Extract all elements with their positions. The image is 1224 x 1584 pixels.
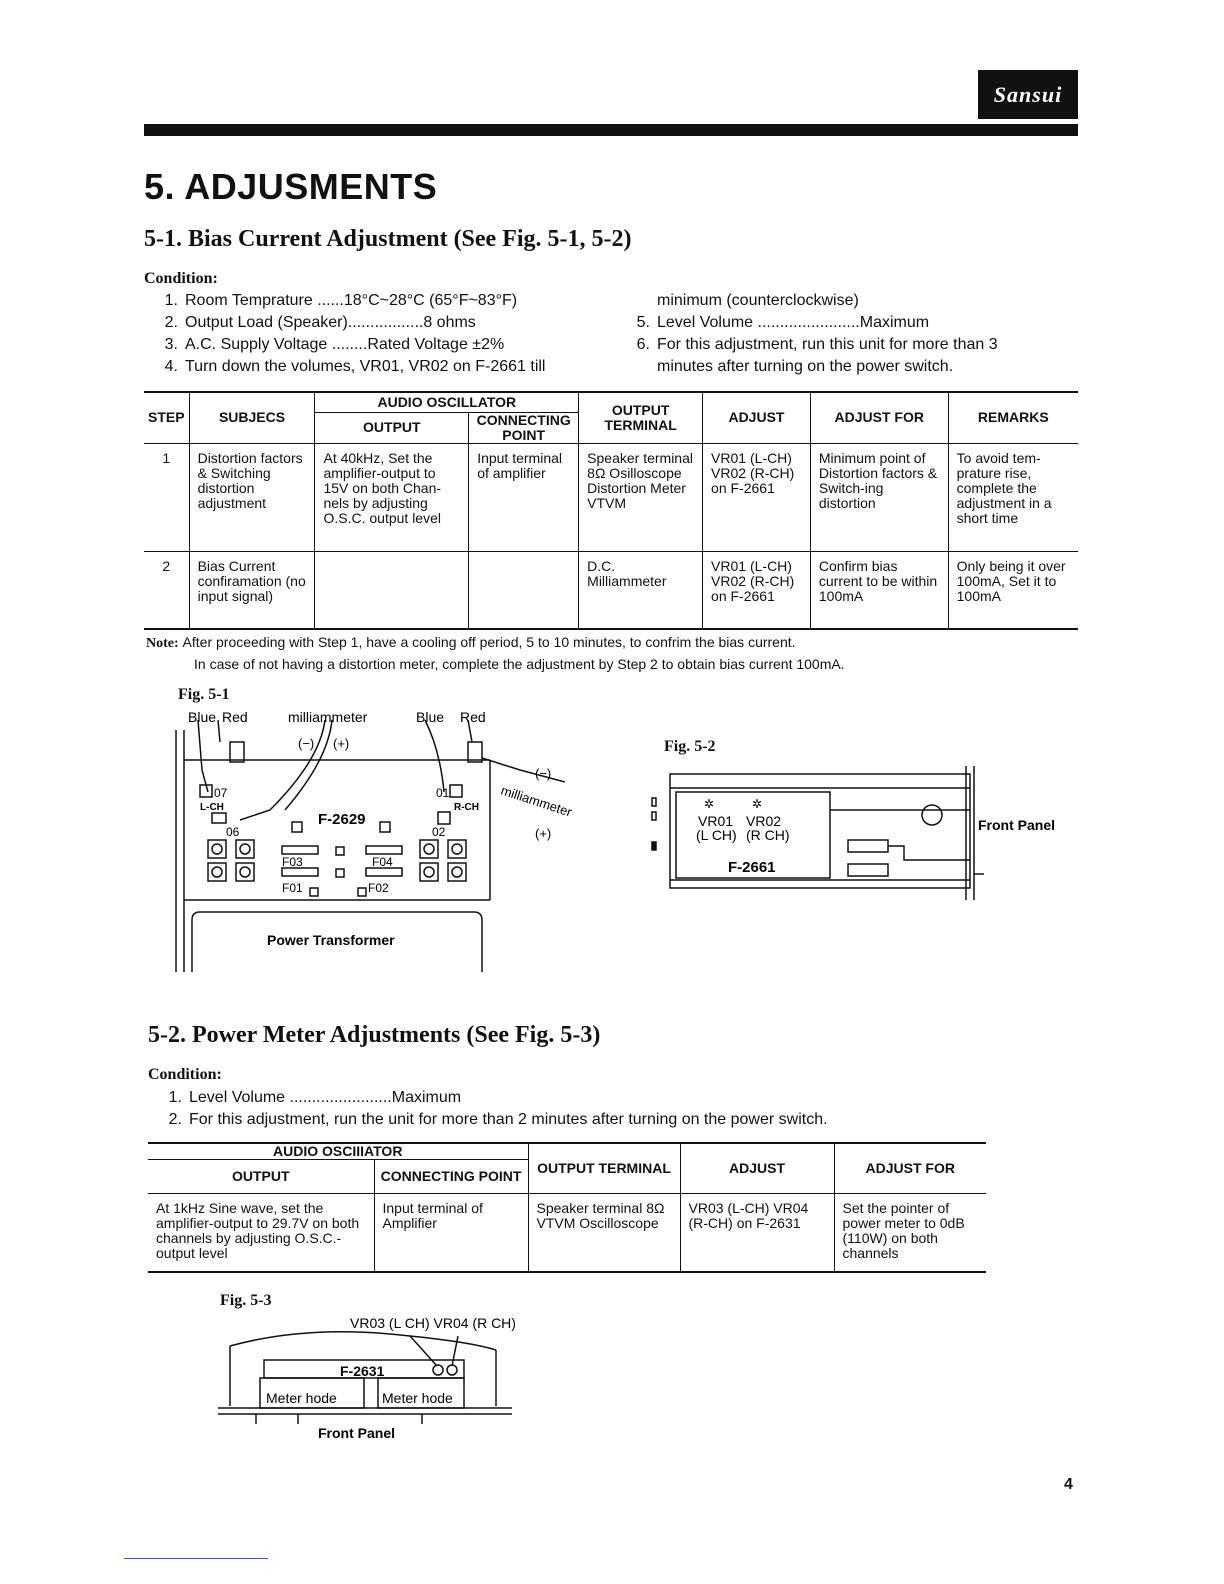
- fig1-blue-right: Blue: [416, 709, 445, 725]
- fig-5-3-label: Fig. 5-3: [220, 1292, 272, 1309]
- header-remarks: REMARKS: [948, 392, 1078, 443]
- header-audio-oscillator: AUDIO OSCILLATOR: [315, 392, 579, 412]
- fig-5-1-diagram: [170, 700, 670, 980]
- bias-adjustment-table: [144, 391, 1078, 630]
- header-adjust: ADJUST: [680, 1143, 834, 1194]
- header-adjust: ADJUST: [703, 392, 811, 443]
- fig1-power-transformer: Power Transformer: [267, 932, 395, 948]
- brand-logo: Sansui: [978, 70, 1078, 119]
- power-meter-table: [148, 1142, 986, 1273]
- header-output-terminal: OUTPUT TERMINAL: [528, 1143, 680, 1194]
- fig1-q02: 02: [432, 825, 446, 839]
- fig-5-3-diagram: [210, 1306, 530, 1446]
- fig2-rch: (R CH): [746, 827, 790, 843]
- fig1-f04: F04: [372, 855, 393, 869]
- conditions-left: [158, 290, 598, 378]
- header-adjust-for: ADJUST FOR: [834, 1143, 986, 1194]
- fig3-board: F-2631: [340, 1363, 385, 1379]
- fig1-f03: F03: [282, 855, 303, 869]
- fig2-lch: (L CH): [696, 827, 737, 843]
- fig1-minus-right: (−): [535, 766, 552, 781]
- fig3-meter-right: Meter hode: [382, 1390, 453, 1406]
- fig1-f02: F02: [368, 881, 389, 895]
- fig2-board: F-2661: [728, 859, 776, 876]
- fig1-blue-left: Blue: [188, 709, 217, 725]
- fig1-lch: L-CH: [200, 802, 224, 813]
- fig-5-2-diagram: [648, 760, 1078, 910]
- fig1-board: F-2629: [318, 811, 366, 828]
- fig1-milliammeter-right: milliammeter: [499, 782, 574, 820]
- header-step: STEP: [144, 392, 189, 443]
- fig1-q01: 01: [436, 786, 450, 800]
- page-number: 4: [1064, 1476, 1073, 1493]
- header-output-terminal: OUTPUT TERMINAL: [579, 392, 703, 443]
- svg-text:✲: ✲: [752, 797, 763, 811]
- fig1-plus-left: (+): [333, 736, 350, 751]
- note: Note: After proceeding with Step 1, have a cooling off period, 5 to 10 minutes, to confrim the bias current. In case of not having a distortion meter, complete the adjustment by Step 2 to obtain bias current 100mA.: [146, 634, 845, 672]
- header-connecting-point: CONNECTING POINT: [469, 412, 579, 443]
- fig-5-2-label: Fig. 5-2: [664, 738, 716, 755]
- condition-item: 4. Turn down the volumes, VR01, VR02 on F-2661 till: [164, 358, 546, 375]
- header-subjects: SUBJECS: [189, 392, 315, 443]
- page-title: 5. ADJUSMENTS: [144, 166, 438, 207]
- fig1-minus-left: (−): [298, 736, 315, 751]
- header-output: OUTPUT: [148, 1160, 374, 1194]
- condition-item: minutes after turning on the power switch.: [657, 358, 954, 375]
- fig1-q06: 06: [226, 825, 240, 839]
- header-audio-oscillator: AUDIO OSCIIIATOR: [148, 1143, 528, 1160]
- table-row: At 1kHz Sine wave, set the amplifier-output to 29.7V on both channels by adjusting O.S.C.-output level Input terminal of Amplifier Speaker terminal 8Ω VTVM Oscilloscope VR03 (L-CH) VR04 (R-CH) on F-2631 Set the pointer of power meter to 0dB (110W) on both channels: [148, 1194, 986, 1272]
- conditions-right: [630, 290, 1090, 378]
- table-row: 1 Distortion factors & Switching distortion adjustment At 40kHz, Set the amplifier-output to 15V on both Chan-nels by adjusting O.S.C. output level Input terminal of amplifier Speaker terminal 8Ω Osilloscope Distortion Meter VTVM VR01 (L-CH) VR02 (R-CH) on F-2661 Minimum point of Distortion factors & Switch-ing distortion To avoid tem-prature rise, complete the adjustment in a short time: [144, 443, 1078, 551]
- header-adjust-for: ADJUST FOR: [810, 392, 948, 443]
- fig2-front-panel: Front Panel: [978, 817, 1056, 833]
- section-1-condition-label: Condition:: [144, 270, 218, 287]
- condition-item: 6. For this adjustment, run this unit for more than 3: [636, 336, 998, 353]
- fig1-red-right: Red: [460, 709, 486, 725]
- section-2-condition-label: Condition:: [148, 1066, 222, 1083]
- condition-item: 3. A.C. Supply Voltage ........Rated Voltage ±2%: [164, 336, 505, 353]
- condition-item: minimum (counterclockwise): [657, 292, 859, 309]
- bottom-divider: [124, 1558, 268, 1559]
- svg-text:✲: ✲: [704, 797, 715, 811]
- table-row: 2 Bias Current confiramation (no input signal) D.C. Milliammeter VR01 (L-CH) VR02 (R-CH) on F-2661 Confirm bias current to be within 100mA Only being it over 100mA, Set it to 100mA: [144, 551, 1078, 629]
- condition-item: 1. Level Volume .......................Maximum: [168, 1089, 462, 1106]
- fig2-vr02: VR02: [746, 813, 782, 829]
- section-1-heading: 5-1. Bias Current Adjustment (See Fig. 5-1, 5-2): [144, 226, 632, 252]
- fig2-vr01: VR01: [698, 813, 734, 829]
- fig3-front-panel: Front Panel: [318, 1425, 396, 1441]
- fig1-milliammeter: milliammeter: [288, 709, 368, 725]
- condition-item: 2. For this adjustment, run the unit for more than 2 minutes after turning on the power switch.: [168, 1111, 828, 1128]
- condition-item: 5. Level Volume .......................Maximum: [636, 314, 930, 331]
- condition-item: 2. Output Load (Speaker).................8 ohms: [164, 314, 476, 331]
- header-connecting-point: CONNECTING POINT: [374, 1160, 528, 1194]
- header-output: OUTPUT: [315, 412, 469, 443]
- fig1-rch: R-CH: [454, 802, 479, 813]
- fig1-q07: 07: [214, 786, 228, 800]
- section-2-heading: 5-2. Power Meter Adjustments (See Fig. 5-3): [148, 1022, 601, 1048]
- condition-item: 1. Room Temprature ......18°C~28°C (65°F~83°F): [164, 292, 518, 309]
- fig1-plus-right: (+): [535, 826, 552, 841]
- fig-5-1-label: Fig. 5-1: [178, 686, 230, 703]
- header-rule: [144, 124, 1078, 136]
- conditions-section-2: [162, 1087, 1082, 1131]
- fig3-meter-left: Meter hode: [266, 1390, 337, 1406]
- fig3-vr-label: VR03 (L CH) VR04 (R CH): [350, 1315, 516, 1331]
- fig1-red-left: Red: [222, 709, 248, 725]
- fig1-f01: F01: [282, 881, 303, 895]
